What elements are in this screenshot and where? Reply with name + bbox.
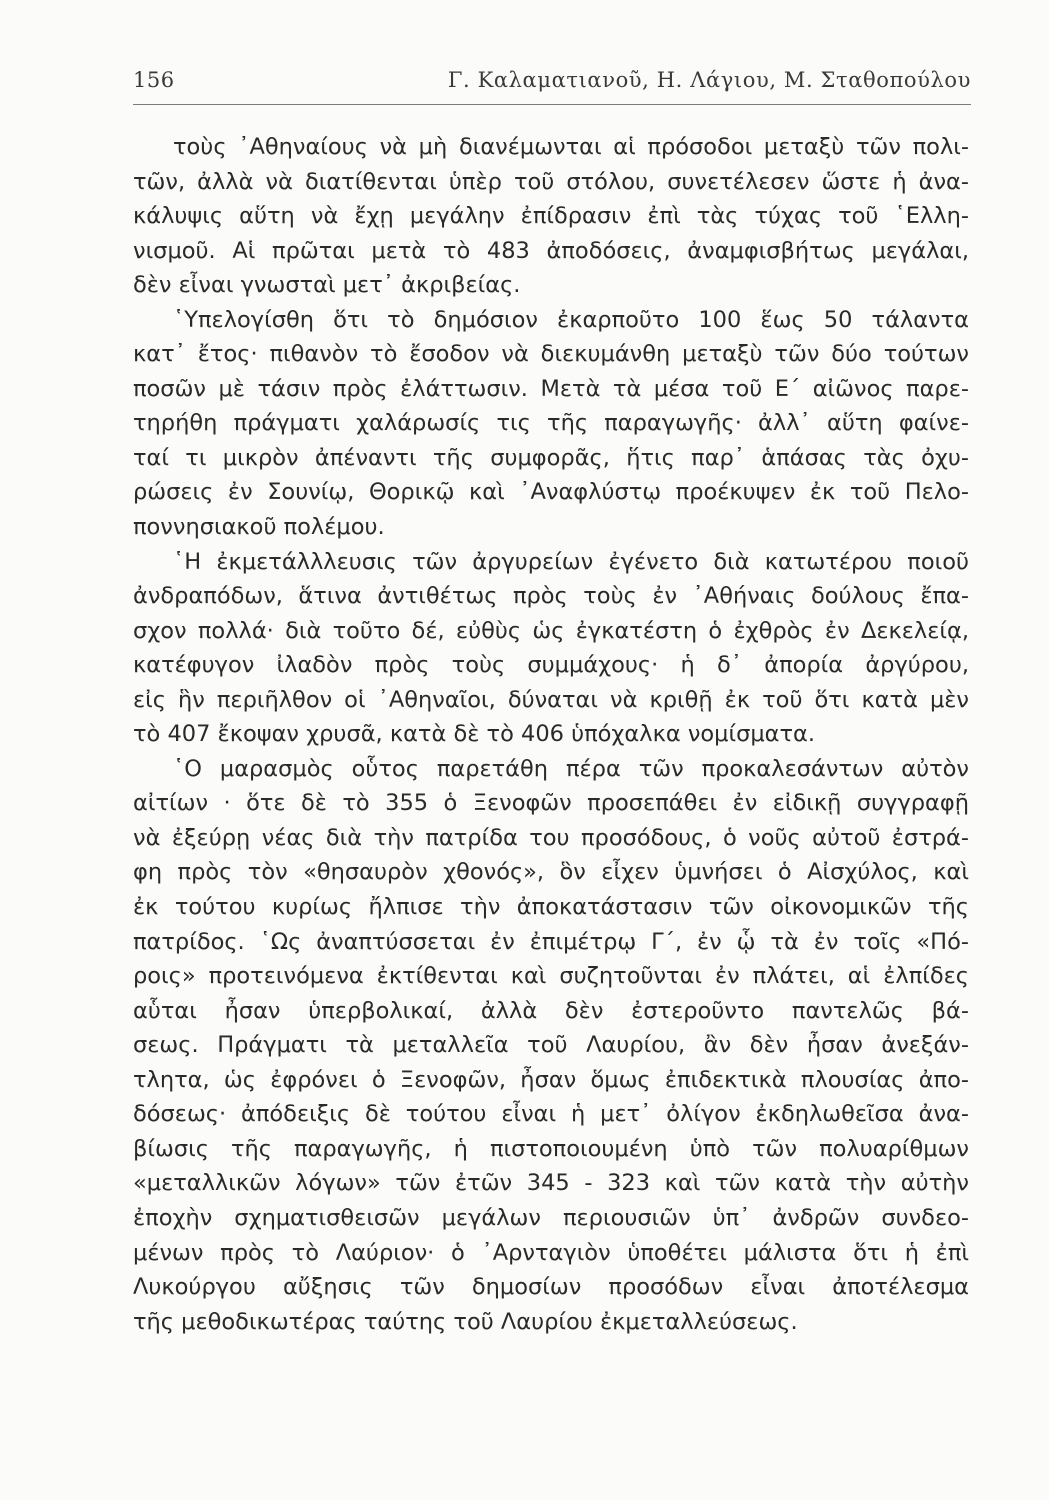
text-line: αὗται ἦσαν ὑπερβολικαί, ἀλλὰ δὲν ἐστεροῦντο παντελῶς βά- [133,997,969,1024]
text-line: ταί τι μικρὸν ἀπέναντι τῆς συμφορᾶς, ἥτις παρ᾿ ἁπάσας τὰς ὀχυ- [133,444,969,471]
text-line: ποσῶν μὲ τάσιν πρὸς ἐλάττωσιν. Μετὰ τὰ μέσα τοῦ Ε΄ αἰῶνος παρε- [133,375,969,402]
text-line: νὰ ἐξεύρῃ νέας διὰ τὴν πατρίδα του προσόδους, ὁ νοῦς αὐτοῦ ἐστρά- [133,824,969,851]
text-line: ῾Υπελογίσθη ὅτι τὸ δημόσιον ἐκαρποῦτο 100 ἕως 50 τάλαντα [173,306,969,333]
text-line: ποννησιακοῦ πολέμου. [133,514,385,541]
text-line: «μεταλλικῶν λόγων» τῶν ἐτῶν 345 - 323 καὶ τῶν κατὰ τὴν αὐτὴν [133,1170,969,1197]
text-line: ἀνδραπόδων, ἅτινα ἀντιθέτως πρὸς τοὺς ἐν ᾿Αθήναις δούλους ἔπα- [133,583,969,610]
text-line: κατέφυγον ἰλαδὸν πρὸς τοὺς συμμάχους· ἡ δ᾿ ἀπορία ἀργύρου, [133,652,969,679]
paragraph [133,303,969,545]
text-line: νισμοῦ. Αἱ πρῶται μετὰ τὸ 483 ἀποδόσεις, ἀναμφισβήτως μεγάλαι, [133,237,969,264]
text-line: τὸ 407 ἔκοψαν χρυσᾶ, κατὰ δὲ τὸ 406 ὑπόχαλκα νομίσματα. [133,721,816,748]
text-line: τλητα, ὡς ἐφρόνει ὁ Ξενοφῶν, ἦσαν ὅμως ἐπιδεκτικὰ πλουσίας ἀπο- [133,1066,969,1093]
text-line: κατ᾿ ἔτος· πιθανὸν τὸ ἔσοδον νὰ διεκυμάνθη μεταξὺ τῶν δύο τούτων [133,341,969,368]
paragraph [133,130,969,303]
text-line: δόσεως· ἀπόδειξις δὲ τούτου εἶναι ἡ μετ᾿ ὀλίγον ἐκδηλωθεῖσα ἀνα- [133,1101,969,1128]
text-line: ροις» προτεινόμενα ἐκτίθενται καὶ συζητοῦνται ἐν πλάτει, αἱ ἐλπίδες [133,963,969,990]
running-title: Γ. Καλαματιανοῦ, Η. Λάγιου, Μ. Σταθοπούλου [447,68,971,92]
body-text [133,130,969,1339]
text-line: φη πρὸς τὸν «θησαυρὸν χθονός», ὃν εἶχεν ὑμνήσει ὁ Αἰσχύλος, καὶ [133,859,969,886]
text-line: τῶν, ἀλλὰ νὰ διατίθενται ὑπὲρ τοῦ στόλου, συνετέλεσεν ὥστε ἡ ἀνα- [133,168,969,195]
text-line: ῾Ο μαρασμὸς οὗτος παρετάθη πέρα τῶν προκαλεσάντων αὐτὸν [173,755,969,782]
text-line: ρώσεις ἐν Σουνίῳ, Θορικῷ καὶ ᾿Αναφλύστῳ προέκυψεν ἐκ τοῦ Πελο- [133,479,969,506]
text-line: δὲν εἶναι γνωσταὶ μετ᾿ ἀκριβείας. [133,272,521,299]
text-line: κάλυψις αὕτη νὰ ἔχῃ μεγάλην ἐπίδρασιν ἐπὶ τὰς τύχας τοῦ ῾Ελλη- [133,203,969,230]
page-number: 156 [133,68,175,92]
text-line: μένων πρὸς τὸ Λαύριον· ὁ ᾿Αρνταγιὸν ὑποθέτει μάλιστα ὅτι ἡ ἐπὶ [133,1239,969,1266]
text-line: σχον πολλά· διὰ τοῦτο δέ, εὐθὺς ὡς ἐγκατέστη ὁ ἐχθρὸς ἐν Δεκελείᾳ, [133,617,969,644]
text-line: τοὺς ᾿Αθηναίους νὰ μὴ διανέμωνται αἱ πρόσοδοι μεταξὺ τῶν πολι- [173,134,969,160]
text-line: τῆς μεθοδικωτέρας ταύτης τοῦ Λαυρίου ἐκμεταλλεύσεως. [133,1308,798,1335]
header-rule [133,104,971,105]
text-line: ἐκ τούτου κυρίως ἤλπισε τὴν ἀποκατάστασιν τῶν οἰκονομικῶν τῆς [133,894,969,921]
text-line: τηρήθη πράγματι χαλάρωσίς τις τῆς παραγωγῆς· ἀλλ᾿ αὕτη φαίνε- [133,410,969,437]
text-line: βίωσις τῆς παραγωγῆς, ἡ πιστοποιουμένη ὑπὸ τῶν πολυαρίθμων [133,1135,969,1162]
text-line: εἰς ἣν περιῆλθον οἱ ᾿Αθηναῖοι, δύναται νὰ κριθῇ ἐκ τοῦ ὅτι κατὰ μὲν [133,686,969,713]
text-line: ῾Η ἐκμετάλλλευσις τῶν ἀργυρείων ἐγένετο διὰ κατωτέρου ποιοῦ [173,548,969,575]
text-line: πατρίδος. ῾Ως ἀναπτύσσεται ἐν ἐπιμέτρῳ Γ΄, ἐν ᾧ τὰ ἐν τοῖς «Πό- [133,928,969,955]
paragraph [133,545,969,752]
text-line: Λυκούργου αὔξησις τῶν δημοσίων προσόδων εἶναι ἀποτέλεσμα [133,1274,969,1301]
running-head [133,68,971,104]
text-line: ἐποχὴν σχηματισθεισῶν μεγάλων περιουσιῶν ὑπ᾿ ἀνδρῶν συνδεο- [133,1204,969,1231]
text-line: αἰτίων · ὅτε δὲ τὸ 355 ὁ Ξενοφῶν προσεπάθει ἐν εἰδικῇ συγγραφῇ [133,790,969,817]
text-line: σεως. Πράγματι τὰ μεταλλεῖα τοῦ Λαυρίου, ἂν δὲν ἦσαν ἀνεξάν- [133,1032,969,1059]
paragraph [133,752,969,1339]
